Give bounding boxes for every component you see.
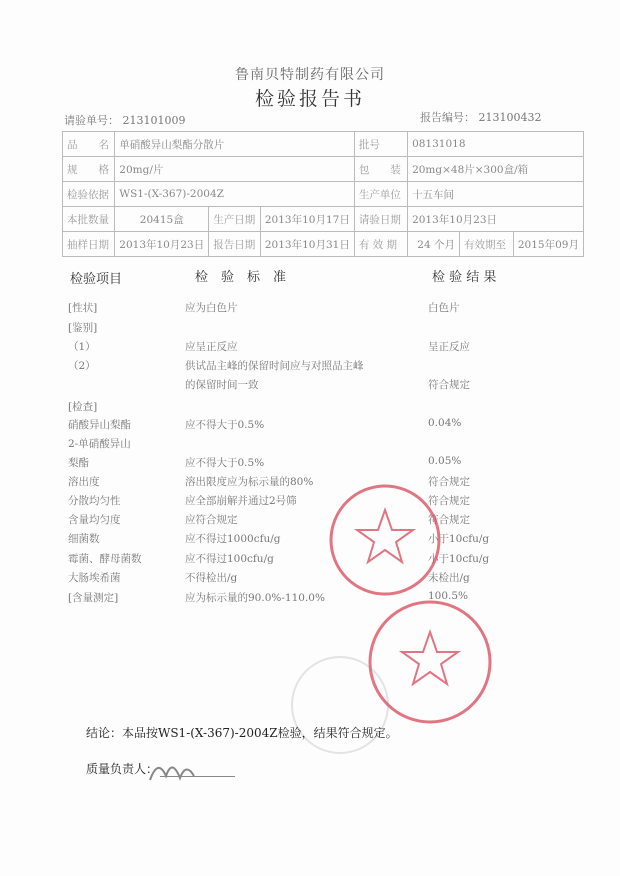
request-value: 213101009	[122, 114, 186, 127]
row-result: 0.04%	[428, 417, 462, 429]
row-standard: 的保留时间一致	[185, 379, 259, 391]
report-date: 2013年10月31日	[260, 232, 354, 257]
row-result: 100.5%	[428, 590, 469, 602]
row-standard: 应为白色片	[185, 302, 238, 314]
row-standard: 应不得过100cfu/g	[185, 553, 274, 565]
product-name: 单硝酸异山梨酯分散片	[115, 132, 355, 157]
row-item: 大肠埃希菌	[68, 572, 121, 584]
company-seal-1	[331, 486, 439, 594]
row-item: 2-单硝酸异山	[68, 438, 131, 450]
row-item: [检查]	[68, 401, 98, 413]
label: 检验依据	[63, 182, 115, 207]
row-item: 分散均匀性	[68, 495, 121, 507]
package: 20mg×48片×300盒/箱	[408, 157, 584, 182]
row-standard: 供试品主峰的保留时间应与对照品主峰	[185, 360, 364, 372]
row-standard: 溶出限度应为标示量的80%	[185, 476, 314, 488]
conclusion: 结论：本品按WS1-(X-367)-2004Z检验，结果符合规定。	[86, 726, 398, 740]
label: 本批数量	[63, 207, 115, 232]
row-result: 小于10cfu/g	[428, 553, 490, 565]
specification: 20mg/片	[115, 157, 355, 182]
row-item: [鉴别]	[68, 322, 98, 334]
row-standard: 应为标示量的90.0%-110.0%	[185, 592, 325, 604]
signature-line	[160, 776, 235, 777]
label: 有效期至	[459, 232, 513, 257]
production-unit: 十五车间	[408, 182, 584, 207]
basis: WS1-(X-367)-2004Z	[115, 182, 355, 207]
report-value: 213100432	[478, 111, 542, 124]
row-standard: 应不得大于0.5%	[185, 419, 265, 431]
row-item: 溶出度	[68, 476, 100, 488]
row-item: [性状]	[68, 302, 98, 314]
row-standard: 应呈正反应	[185, 341, 238, 353]
row-result: 白色片	[428, 302, 460, 314]
label: 报告日期	[209, 232, 261, 257]
validity: 24 个月	[408, 232, 460, 257]
row-standard: 应不得大于0.5%	[185, 457, 265, 469]
row-result: 0.05%	[428, 455, 462, 467]
production-date: 2013年10月17日	[260, 207, 354, 232]
label: 有 效 期	[354, 232, 407, 257]
quantity: 20415盒	[115, 207, 209, 232]
request-date: 2013年10月23日	[408, 207, 584, 232]
row-result: 符合规定	[428, 476, 470, 488]
col-result-header: 检 验 结 果	[432, 270, 497, 285]
row-item: （2）	[68, 360, 96, 372]
row-item: [含量测定]	[68, 592, 119, 604]
company-name: 鲁南贝特制药有限公司	[235, 67, 385, 83]
row-standard: 应符合规定	[185, 514, 238, 526]
col-standard-header: 检 验 标 准	[195, 270, 287, 285]
sample-date: 2013年10月23日	[115, 232, 209, 257]
label: 规 格	[63, 157, 115, 182]
label: 品 名	[63, 132, 115, 157]
row-item: 梨酯	[68, 457, 89, 469]
row-item: 细菌数	[68, 533, 100, 545]
expiry-date: 2015年09月	[513, 232, 583, 257]
batch-number: 08131018	[408, 132, 584, 157]
row-result: 小于10cfu/g	[428, 533, 490, 545]
row-item: 霉菌、酵母菌数	[68, 553, 142, 565]
row-item: （1）	[68, 341, 96, 353]
label: 批号	[354, 132, 407, 157]
label: 生产单位	[354, 182, 407, 207]
row-result: 符合规定	[428, 379, 470, 391]
row-result: 未检出/g	[428, 572, 470, 584]
row-standard: 不得检出/g	[185, 572, 238, 584]
row-standard: 应全部崩解并通过2号筛	[185, 495, 297, 507]
label: 抽样日期	[63, 232, 115, 257]
row-result: 呈正反应	[428, 341, 470, 353]
row-item: 含量均匀度	[68, 514, 121, 526]
report-title: 检验报告书	[254, 88, 365, 110]
row-result: 符合规定	[428, 495, 470, 507]
report-label: 报告编号：	[420, 111, 475, 124]
request-label: 请验单号：	[64, 114, 119, 127]
signer-label: 质量负责人：	[86, 762, 159, 776]
row-result: 符合规定	[428, 514, 470, 526]
label: 生产日期	[209, 207, 261, 232]
col-item-header: 检验项目	[70, 272, 123, 287]
row-standard: 应不得过1000cfu/g	[185, 533, 281, 545]
label: 请验日期	[354, 207, 407, 232]
row-item: 硝酸异山梨酯	[68, 419, 131, 431]
label: 包 装	[354, 157, 407, 182]
